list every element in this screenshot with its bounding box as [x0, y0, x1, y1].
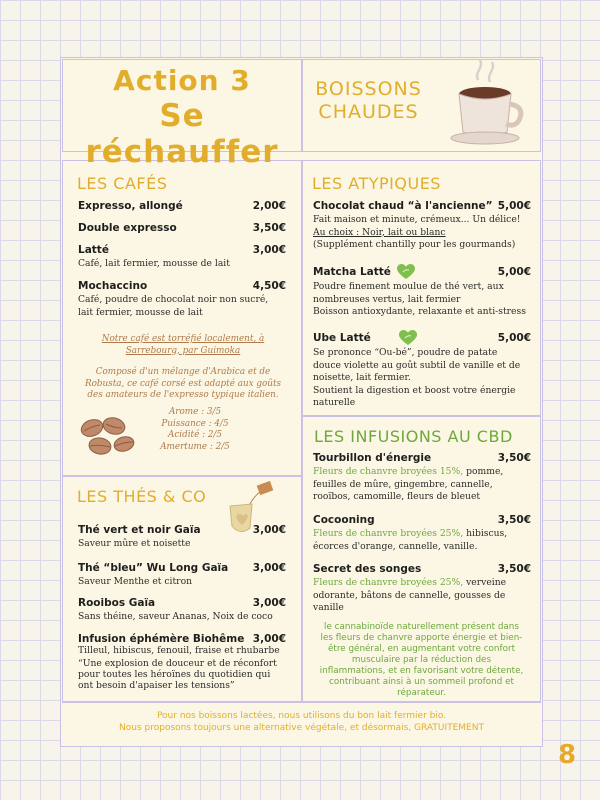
note-line: le cannabinoïde naturellement présent dans — [324, 622, 519, 632]
note-power: Puissance : 4/5 — [161, 418, 229, 429]
item-desc: Saveur mûre et noisette — [78, 538, 191, 549]
note-line: inflammations, et en favorisant votre détente, — [319, 666, 524, 676]
category-title-line2: CHAUDES — [318, 101, 419, 123]
item-name: Thé “bleu” Wu Long Gaïa — [78, 562, 229, 574]
item-price: 3,50€ — [497, 563, 531, 575]
item-extra: (Supplément chantilly pour les gourmands) — [313, 239, 516, 250]
item-desc: vanille — [313, 602, 344, 613]
note-line: être général, en augmentant votre confort — [327, 644, 516, 654]
item-desc: Sans théine, saveur Ananas, Noix de coco — [78, 611, 273, 622]
item-choice: Au choix : Noir, lait ou blanc — [313, 226, 446, 238]
section-title-atypiques: LES ATYPIQUES — [312, 174, 441, 193]
section-title-thes: LES THÉS & CO — [77, 487, 207, 506]
blend-note — [66, 367, 300, 402]
note-line: réparateur. — [397, 688, 446, 698]
item-price: 5,00€ — [497, 200, 531, 212]
item-desc-text: verveine — [463, 577, 507, 588]
page-title: Se réchauffer — [85, 98, 279, 170]
heart-leaf-icon — [397, 264, 415, 280]
item-price: 3,00€ — [252, 633, 286, 645]
note-line: Composé d'un mélange d'Arabica et de — [95, 367, 271, 377]
cbd-percent: Fleurs de chanvre broyées 15%, — [313, 466, 464, 477]
item-desc: Tilleul, hibiscus, fenouil, fraise et rhubarbe — [78, 645, 280, 656]
tasting-notes — [140, 407, 250, 453]
item-price: 3,00€ — [252, 524, 286, 536]
item-name: Chocolat chaud “à l'ancienne” — [313, 200, 493, 212]
note-line: des amateurs de l'expresso typique italien. — [87, 390, 279, 400]
item-price: 5,00€ — [497, 332, 531, 344]
item-desc: feuilles de mûre, gingembre, cannelle, — [313, 478, 493, 490]
list-item — [78, 597, 286, 624]
item-desc — [313, 528, 531, 541]
roaster-note — [70, 334, 296, 357]
item-desc: noisette, lait fermier. — [313, 372, 411, 383]
item-desc-text: pomme, — [463, 466, 504, 477]
note-acidity: Acidité : 2/5 — [168, 430, 222, 440]
list-item — [78, 562, 286, 589]
coffee-beans-icon — [78, 414, 138, 458]
item-price: 5,00€ — [497, 266, 531, 278]
list-item — [78, 200, 286, 212]
item-desc — [313, 577, 531, 590]
item-name: Thé vert et noir Gaïa — [78, 524, 201, 536]
page-number: 8 — [558, 740, 577, 770]
item-desc: Café, lait fermier, mousse de lait — [78, 258, 230, 269]
item-name: Tourbillon d'énergie — [313, 452, 432, 464]
note-bitterness: Amertume : 2/5 — [160, 441, 230, 452]
item-name: Secret des songes — [313, 563, 422, 575]
item-name: Matcha Latté — [313, 266, 391, 278]
note-line: les fleurs de chanvre apporte énergie et bien- — [320, 633, 523, 643]
note-aroma: Arome : 3/5 — [168, 407, 222, 417]
item-desc: Poudre finement moulue de thé vert, aux — [313, 281, 504, 292]
list-item — [78, 633, 286, 691]
item-price: 3,50€ — [497, 514, 531, 526]
cbd-note — [308, 622, 535, 699]
item-name: Ube Latté — [313, 332, 371, 344]
note-line: Notre café est torréfié localement, à — [101, 334, 265, 344]
item-desc — [313, 466, 531, 479]
item-quote: pour toutes les héroïnes du quotidien qui — [78, 668, 271, 680]
item-quote: “Une explosion de douceur et de réconfort — [78, 657, 277, 669]
item-desc: rooïbos, camomille, fleurs de bleuet — [313, 491, 481, 502]
cbd-percent: Fleurs de chanvre broyées 25%, — [313, 528, 464, 539]
item-desc: odorante, bâtons de cannelle, gousses de — [313, 589, 506, 601]
list-item — [313, 514, 531, 553]
item-name: Cocooning — [313, 514, 375, 526]
section-title-infusions: LES INFUSIONS AU CBD — [314, 427, 513, 446]
list-item — [78, 244, 286, 271]
coffee-cup-icon — [448, 58, 528, 148]
item-desc: écorces d'orange, cannelle, vanille. — [313, 540, 478, 552]
item-desc: Boisson antioxydante, relaxante et anti-stress — [313, 306, 526, 317]
item-desc: Soutient la digestion et boost votre énergie — [313, 384, 516, 396]
item-price: 4,50€ — [252, 280, 286, 292]
item-desc: Se prononce “Ou-bé”, poudre de patate — [313, 347, 498, 358]
item-desc: Saveur Menthe et citron — [78, 576, 193, 587]
item-desc: lait fermier, mousse de lait — [78, 306, 203, 318]
item-price: 3,00€ — [252, 562, 286, 574]
item-name: Double expresso — [78, 222, 177, 234]
note-line: Robusta, ce café corsé est adapté aux goûts — [84, 378, 282, 389]
list-item — [313, 330, 531, 410]
list-item — [78, 524, 286, 551]
item-desc: douce violette au goût subtil de vanille et de — [313, 359, 521, 371]
footer-line: Nous proposons toujours une alternative végétale, et désormais, GRATUITEMENT — [119, 723, 484, 733]
list-item — [313, 563, 531, 615]
action-title: Action 3 — [113, 64, 251, 97]
category-title-line1: BOISSONS — [315, 78, 422, 100]
item-desc: Café, poudre de chocolat noir non sucré, — [78, 294, 269, 305]
cbd-percent: Fleurs de chanvre broyées 25%, — [313, 577, 464, 588]
item-quote: ont besoin d'apaiser les tensions” — [78, 679, 235, 691]
list-item — [313, 264, 531, 319]
note-line: Sarrebourg, par Guimoka — [125, 345, 241, 356]
item-desc: Fait maison et minute, crémeux... Un délice! — [313, 214, 521, 225]
item-name: Infusion éphémère Biohême — [78, 633, 245, 645]
heart-leaf-icon — [399, 330, 417, 346]
item-price: 2,00€ — [252, 200, 286, 212]
note-line: musculaire par la réduction des — [351, 655, 492, 665]
item-name: Rooibos Gaïa — [78, 597, 156, 609]
footer-note — [62, 710, 541, 734]
item-name: Mochaccino — [78, 280, 148, 292]
item-price: 3,00€ — [252, 597, 286, 609]
item-name: Latté — [78, 244, 109, 256]
note-line: contribuant ainsi à un sommeil profond et — [329, 677, 514, 687]
item-price: 3,00€ — [252, 244, 286, 256]
list-item — [78, 222, 286, 234]
item-desc-text: hibiscus, — [463, 528, 508, 539]
item-desc: nombreuses vertus, lait fermier — [313, 293, 461, 305]
list-item — [313, 200, 531, 252]
footer-line: Pour nos boissons lactées, nous utilisons du bon lait fermier bio. — [156, 711, 447, 721]
item-price: 3,50€ — [497, 452, 531, 464]
list-item — [313, 452, 531, 504]
item-price: 3,50€ — [252, 222, 286, 234]
section-title-cafes: LES CAFÉS — [77, 174, 168, 193]
item-desc: naturelle — [313, 397, 356, 408]
list-item — [78, 280, 286, 319]
item-name: Expresso, allongé — [78, 200, 183, 212]
